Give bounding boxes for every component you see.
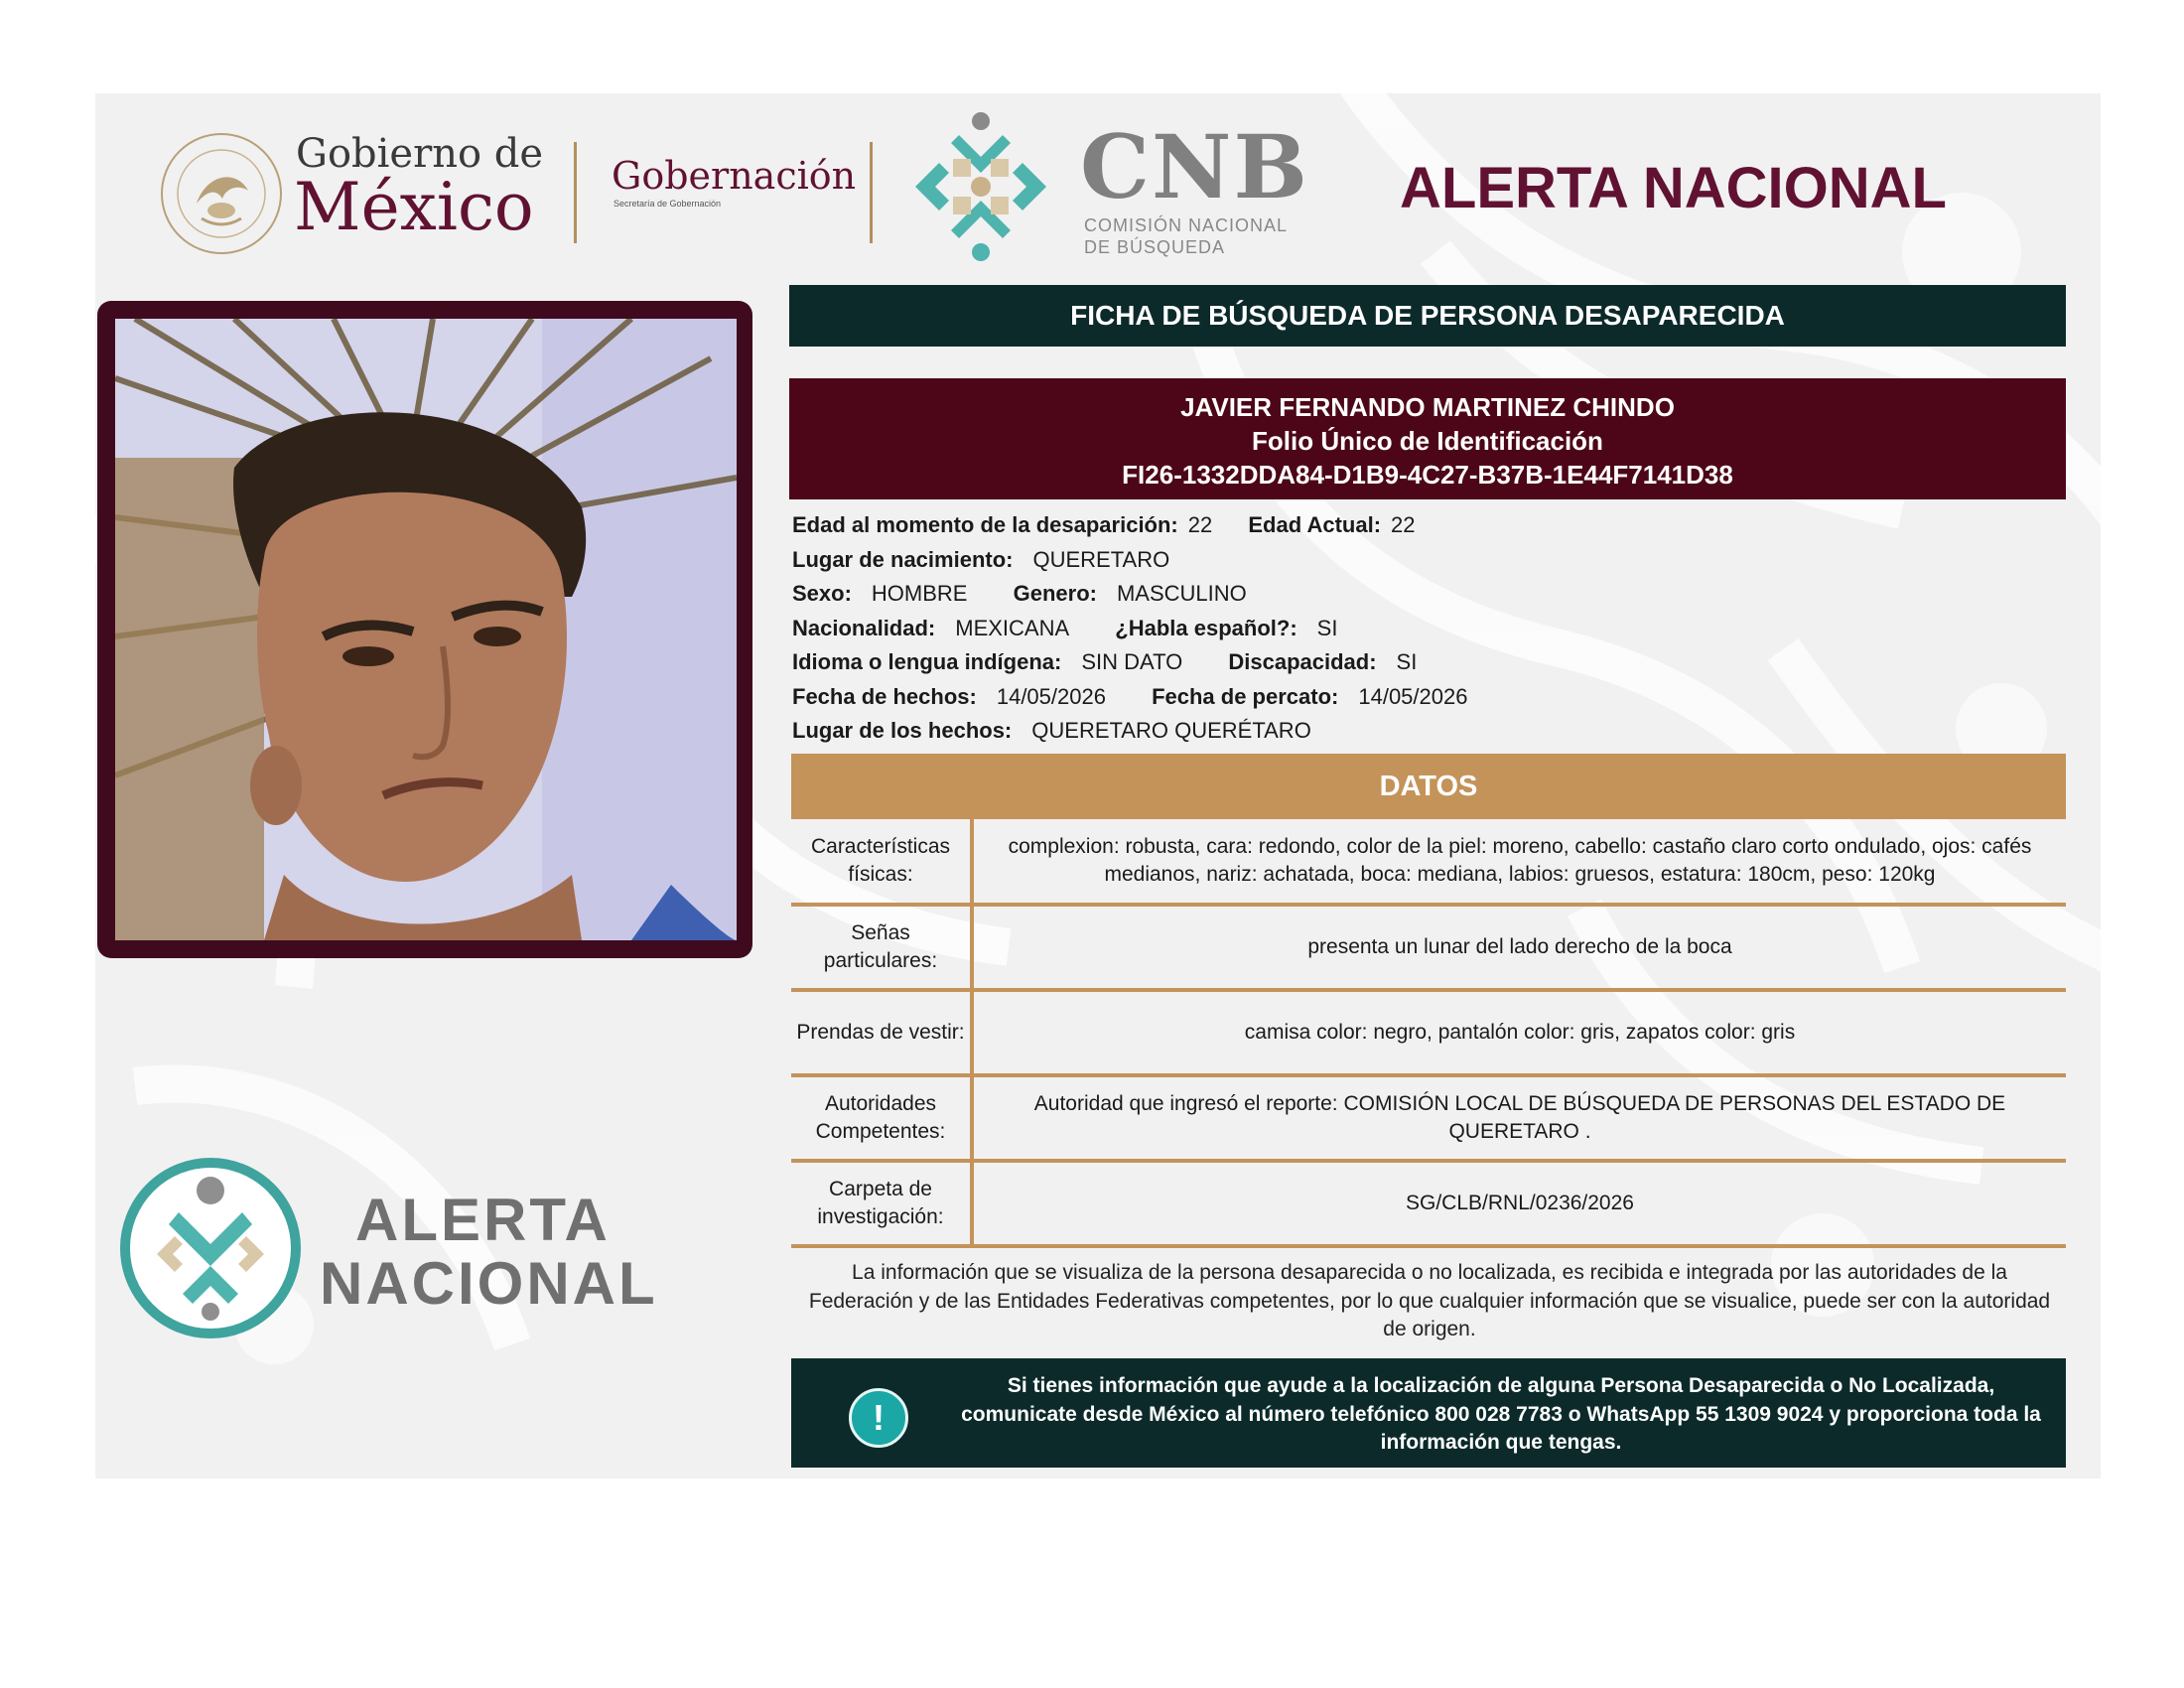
gobernacion-subtitle: Secretaría de Gobernación — [614, 199, 722, 209]
table-row — [791, 819, 2066, 905]
table-value: complexion: robusta, cara: redondo, color de la piel: moreno, cabello: castaño claro corto ondulado, ojos: cafés medianos, nariz: achatada, boca: mediana, labios: gruesos, estatura: 180cm, peso: 120kg — [972, 819, 2066, 905]
info-row — [792, 714, 1467, 749]
table-label: Características físicas: — [791, 819, 972, 905]
info-label: Edad al momento de la desaparición: — [792, 512, 1178, 537]
header-divider — [870, 142, 873, 243]
info-label: Idioma o lengua indígena: — [792, 649, 1062, 674]
table-value: camisa color: negro, pantalón color: gris, zapatos color: gris — [972, 990, 2066, 1075]
table-value: SG/CLB/RNL/0236/2026 — [972, 1161, 2066, 1246]
info-value: SI — [1316, 615, 1338, 640]
folio-number: FI26-1332DDA84-D1B9-4C27-B37B-1E44F7141D38 — [1122, 460, 1733, 490]
info-value: MEXICANA — [955, 615, 1070, 640]
info-value: SI — [1396, 649, 1418, 674]
table-label: Prendas de vestir: — [791, 990, 972, 1075]
info-value: 22 — [1187, 512, 1213, 537]
info-label: Edad Actual: — [1248, 512, 1382, 537]
info-row — [792, 645, 1467, 680]
disclaimer-text: La información que se visualiza de la persona desaparecida o no localizada, es recibida e integrada por las autoridades de la Federación y de las Entidades Federativas competentes, por lo que cualquier información que se visualice, puede ser con la autoridad de origen. — [808, 1261, 2051, 1340]
info-row — [792, 508, 1467, 543]
datos-header: DATOS — [791, 754, 2066, 819]
info-label: Nacionalidad: — [792, 615, 936, 640]
table-value: Autoridad que ingresó el reporte: COMISIÓN LOCAL DE BÚSQUEDA DE PERSONAS DEL ESTADO DE QUERETARO . — [972, 1075, 2066, 1161]
contact-text: Si tienes información que ayude a la localización de alguna Persona Desaparecida o No Localizada, comunicate desde México al número telefónico 800 028 7783 o WhatsApp 55 1309 9024 y proporciona toda la información que tengas. — [961, 1374, 2041, 1454]
info-label: Fecha de percato: — [1152, 683, 1339, 709]
cnb-subtitle — [1084, 214, 1288, 258]
table-label: Señas particulares: — [791, 905, 972, 990]
exclamation-icon: ! — [849, 1388, 908, 1448]
gobernacion-logo: Gobernación — [612, 154, 857, 198]
info-label: Discapacidad: — [1228, 649, 1377, 674]
missing-person-photo — [115, 319, 737, 940]
info-value: QUERETARO QUERÉTARO — [1031, 718, 1311, 743]
cnb-subtitle-line1: COMISIÓN NACIONAL — [1084, 215, 1289, 235]
alerta-line2: NACIONAL — [320, 1250, 658, 1317]
person-name-bar — [789, 378, 2066, 499]
info-label: Genero: — [1013, 581, 1097, 606]
info-row — [792, 543, 1467, 578]
table-row — [791, 905, 2066, 990]
info-label: ¿Habla español?: — [1115, 615, 1297, 640]
table-row — [791, 1075, 2066, 1161]
info-label: Lugar de nacimiento: — [792, 546, 1014, 572]
person-info — [792, 508, 1467, 749]
folio-label: Folio Único de Identificación — [1252, 426, 1603, 456]
info-label: Sexo: — [792, 581, 852, 606]
cnb-subtitle-line2: DE BÚSQUEDA — [1084, 237, 1226, 257]
table-row — [791, 990, 2066, 1075]
info-value: MASCULINO — [1116, 581, 1247, 606]
table-label: Autoridades Competentes: — [791, 1075, 972, 1161]
info-row — [792, 612, 1467, 646]
info-label: Fecha de hechos: — [792, 683, 977, 709]
info-value: QUERETARO — [1032, 546, 1170, 572]
info-value: 22 — [1391, 512, 1416, 537]
table-label: Carpeta de investigación: — [791, 1161, 972, 1246]
info-row — [792, 577, 1467, 612]
contact-bar — [791, 1358, 2066, 1468]
alerta-nacional-title: ALERTA NACIONAL — [1400, 156, 1947, 220]
info-value: SIN DATO — [1081, 649, 1183, 674]
header-divider — [574, 142, 577, 243]
alerta-nacional-logo-icon — [117, 1155, 304, 1341]
cnb-wordmark: CNB — [1080, 115, 1309, 218]
info-value: 14/05/2026 — [1358, 683, 1468, 709]
info-value: HOMBRE — [871, 581, 968, 606]
alerta-nacional-wordmark — [320, 1189, 658, 1316]
gobierno-de-text: Gobierno de — [296, 131, 544, 177]
table-row — [791, 1161, 2066, 1246]
table-value: presenta un lunar del lado derecho de la boca — [972, 905, 2066, 990]
cnb-logo-icon — [901, 107, 1060, 266]
ficha-title-bar: FICHA DE BÚSQUEDA DE PERSONA DESAPARECIDA — [789, 285, 2066, 347]
datos-table — [791, 819, 2066, 1248]
alerta-line1: ALERTA — [355, 1187, 611, 1253]
info-label: Lugar de los hechos: — [792, 718, 1013, 743]
mexico-text: México — [294, 169, 534, 245]
person-name: JAVIER FERNANDO MARTINEZ CHINDO — [1180, 392, 1675, 422]
info-value: 14/05/2026 — [996, 683, 1106, 709]
info-row — [792, 680, 1467, 715]
mexico-seal-icon — [157, 129, 286, 258]
